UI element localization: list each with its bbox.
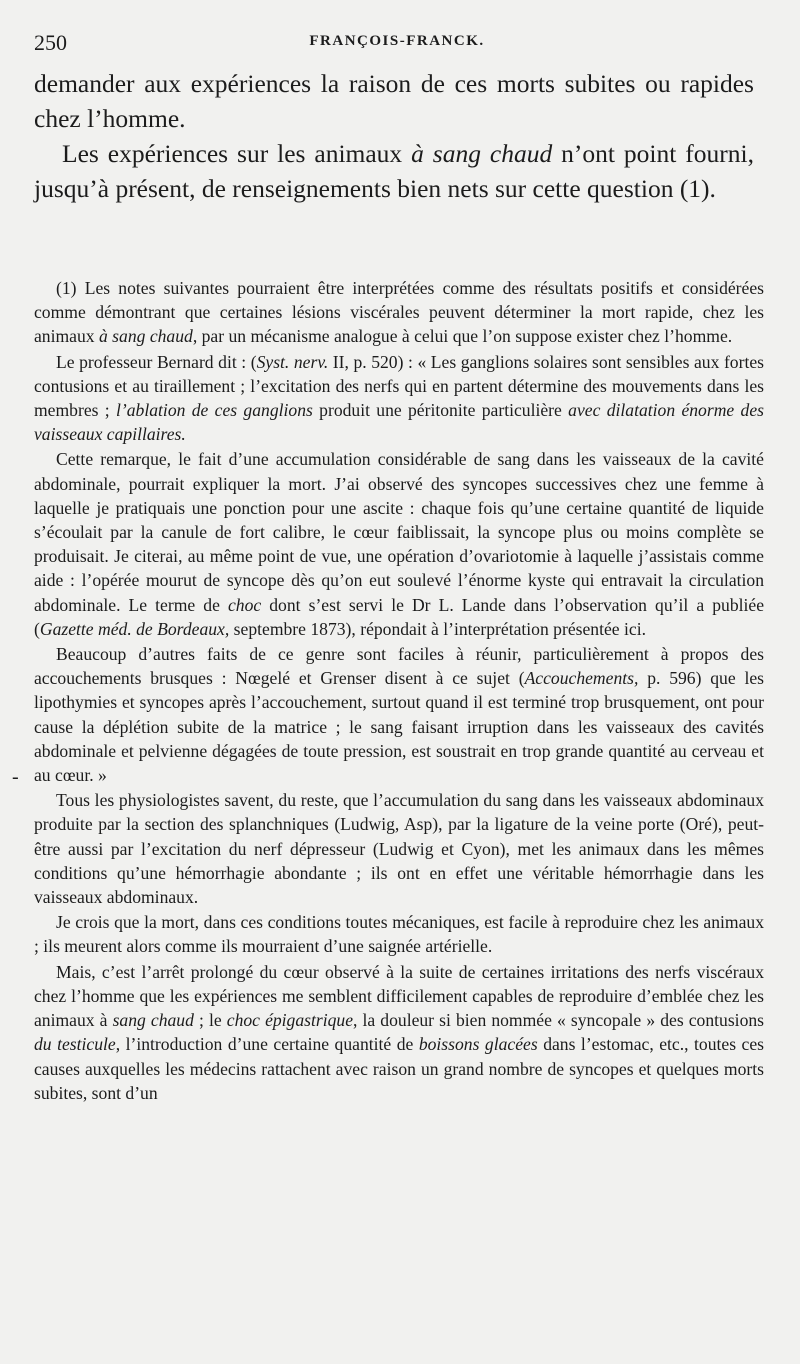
footnote-text: produit une péritonite particulière: [312, 400, 569, 421]
main-text: [34, 66, 754, 206]
footnote-paragraph-1: [34, 276, 764, 349]
margin-mark: -: [12, 766, 19, 788]
footnote-text: Cette remarque, le fait d’une accumulation considérable de sang dans les vaisseaux de la cavité abdominale, pourrait expliquer la mort. J’ai observé des syncopes successives chez une femme à laquelle je pratiquais une ponction pour une ascite : chaque fois qu’une certaine quantité de liquide s’écoulait par la canule de fort calibre, le cœur faiblissait, la syncope plus ou moins complète se produisait. Je citerai, au même point de vue, une opération d’ovariotomie à laquelle j’assistais comme aide : l’opérée mourut de syncope dès qu’on eut soulevé l’énorme kyste qui entravait la circulation abdominale. Le terme de: [34, 449, 764, 615]
footnote-paragraph-2: [34, 350, 764, 447]
italic-span: Accouchements,: [524, 668, 639, 689]
footnote-text: (1) Les notes suivantes pourraient être interprétées comme des résultats positifs et considérées comme démontrant que certaines lésions viscérales peuvent déterminer la mort rapide, chez les animaux: [34, 278, 764, 347]
italic-span: choc épigastrique: [226, 1010, 354, 1031]
main-text-span: Les expériences sur les animaux: [62, 139, 412, 168]
running-head: FRANÇOIS-FRANCK.: [309, 33, 485, 49]
footnote-text: Beaucoup d’autres faits de ce genre sont faciles à réunir, particulièrement à propos des accouchements brusques : Nœgelé et Grenser disent à ce sujet (: [34, 644, 764, 689]
footnote-text: dans l’estomac, etc., toutes ces causes auxquelles les médecins rattachent avec raison un grand nombre de syncopes et quelques morts subites, sont d’un: [34, 1034, 764, 1103]
footnote-text: , par un mécanisme analogue à celui que l’on suppose exister chez l’homme.: [192, 326, 733, 347]
page-number: 250: [34, 30, 67, 55]
footnote-text: ; le: [193, 1010, 227, 1031]
footnote-text: septembre 1873), répondait à l’interprétation présentée ici.: [229, 618, 646, 639]
footnote-paragraph-7: [34, 960, 764, 1105]
footnote-text: dont s’est servi le Dr L. Lande dans l’observation qu’il a publiée (: [34, 594, 765, 639]
italic-span: à sang chaud: [411, 139, 553, 168]
footnote-paragraph-3: [34, 447, 764, 641]
footnote-text: , la douleur si bien nommée « syncopale » des contusions: [353, 1010, 765, 1031]
footnote-text: p. 596) que les lipothymies et syncopes après l’accouchement, surtout quand il est terminé trop brusquement, ont pour cause la déplétion subite de la matrice ; le sang faisant irruption dans les vaisseaux des cavités abdominale et pelvienne dégagées de toute pression, est soustrait en trop grande quantité au cerveau et au cœur. »: [34, 668, 764, 786]
footnote-text: Je crois que la mort, dans ces conditions toutes mécaniques, est facile à reproduire chez les animaux ; ils meurent alors comme ils mourraient d’une saignée artérielle.: [34, 912, 764, 957]
footnote-paragraph-6: [34, 910, 764, 958]
main-text-span: n’ont point fourni, jusqu’à présent, de renseignements bien nets sur cette question (1).: [34, 139, 754, 203]
italic-span: l’ablation de ces ganglions: [116, 400, 313, 421]
italic-span: boissons glacées: [418, 1034, 538, 1055]
italic-span: avec dilatation énorme des vaisseaux capillaires.: [34, 400, 764, 445]
footnote-text: II, p. 520) : « Les ganglions solaires sont sensibles aux fortes contusions et au tiraillement ; l’excitation des nerfs qui en partent détermine des mouvements dans les membres ;: [34, 351, 765, 421]
italic-span: Syst. nerv.: [256, 351, 329, 372]
italic-span: du testicule: [34, 1034, 116, 1055]
footnote-paragraph-5: [34, 788, 764, 909]
italic-span: choc: [227, 594, 262, 615]
footnote-paragraph-4: [34, 642, 764, 787]
italic-span: Gazette méd. de Bordeaux,: [39, 618, 230, 639]
main-paragraph-1: [34, 66, 754, 136]
footnote-text: , l’introduction d’une certaine quantité de: [115, 1034, 419, 1055]
page-header: [34, 30, 760, 56]
main-text-span: demander aux expériences la raison de ces morts subites ou rapides chez l’homme.: [34, 69, 754, 133]
main-paragraph-2: [34, 136, 754, 206]
footnote-text: Mais, c’est l’arrêt prolongé du cœur observé à la suite de certaines irritations des nerfs viscéraux chez l’homme que les expériences me semblent difficilement capables de reproduire d’emblée chez les animaux à: [34, 961, 764, 1031]
italic-span: sang chaud: [112, 1010, 194, 1031]
footnote-text: Le professeur Bernard dit : (: [56, 351, 257, 372]
footnotes: [34, 276, 764, 1105]
footnote-text: Tous les physiologistes savent, du reste, que l’accumulation du sang dans les vaisseaux abdominaux produite par la section des splanchniques (Ludwig, Asp), par la ligature de la veine porte (Oré), peut-être aussi par l’excitation du nerf dépresseur (Ludwig et Cyon), met les animaux dans les mêmes conditions qu’une hémorrhagie abondante ; ils ont en effet une véritable hémorrhagie dans les vaisseaux abdominaux.: [34, 790, 764, 908]
italic-span: à sang chaud: [98, 326, 193, 347]
